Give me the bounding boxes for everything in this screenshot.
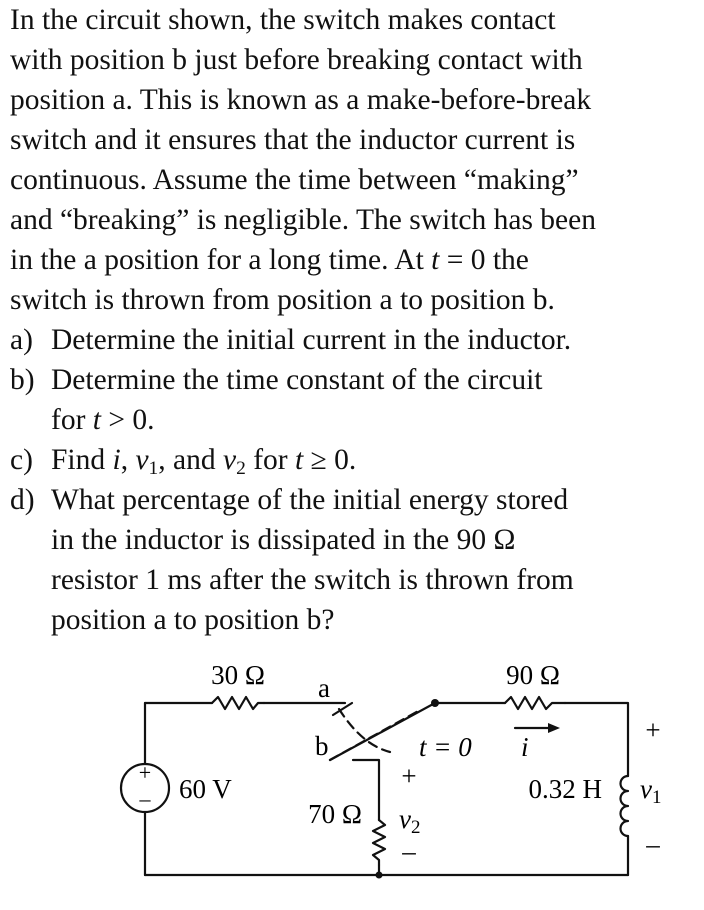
part-d-tag: d) bbox=[10, 484, 35, 516]
part-a-text: Determine the initial current in the inductor. bbox=[51, 324, 572, 356]
resistor-90-ohm bbox=[505, 697, 565, 709]
r3-label: 70 Ω bbox=[308, 799, 362, 829]
intro-line-3: position a. This is known as a make-before-break bbox=[10, 84, 592, 116]
source-minus: – bbox=[139, 786, 151, 811]
part-b-cont-pre: for bbox=[51, 404, 93, 436]
inductor-coil bbox=[621, 776, 629, 836]
voltage-variable: v bbox=[135, 444, 149, 476]
v2-label bbox=[399, 804, 420, 838]
r1-label: 30 Ω bbox=[211, 660, 265, 690]
part-c-pre: Find bbox=[51, 444, 113, 476]
part-b-tag: b) bbox=[10, 364, 35, 396]
switch-time-label: t = 0 bbox=[419, 732, 472, 762]
part-d-line-3: resistor 1 ms after the switch is thrown from bbox=[51, 564, 574, 596]
v2-subscript: 2 bbox=[410, 817, 421, 838]
part-c-sep: , bbox=[120, 444, 136, 476]
part-c-tag: c) bbox=[10, 444, 33, 476]
part-c-post: ≥ 0. bbox=[303, 444, 357, 476]
voltage-subscript: 1 bbox=[148, 457, 159, 479]
intro-line-7-end: = 0 the bbox=[439, 244, 529, 276]
intro-line-1: In the circuit shown, the switch makes contact bbox=[10, 4, 556, 36]
part-b-cont-post: > 0. bbox=[100, 404, 155, 436]
v1-symbol: v bbox=[640, 774, 652, 804]
source-plus: + bbox=[138, 760, 152, 785]
part-d-line-2: in the inductor is dissipated in the 90 Ω bbox=[51, 524, 516, 556]
voltage-variable: v bbox=[222, 444, 237, 476]
intro-line-6: and “breaking” is negligible. The switch has been bbox=[10, 204, 596, 236]
current-arrowhead bbox=[548, 723, 560, 733]
intro-line-4: switch and it ensures that the inductor current is bbox=[10, 124, 576, 156]
node-bottom bbox=[376, 872, 383, 879]
pos-a-label: a bbox=[318, 673, 330, 703]
v2-minus: – bbox=[402, 836, 416, 866]
v1-minus: – bbox=[646, 829, 660, 859]
part-d-line-4: position a to position b? bbox=[51, 604, 335, 636]
inductor-label: 0.32 H bbox=[528, 774, 602, 804]
part-d-line-1: What percentage of the initial energy stored bbox=[51, 484, 569, 516]
r2-label: 90 Ω bbox=[506, 660, 560, 690]
resistor-70-ohm bbox=[373, 820, 385, 865]
intro-line-8: switch is thrown from position a to position b. bbox=[10, 284, 555, 316]
v1-plus: + bbox=[645, 715, 661, 745]
time-variable: t bbox=[294, 444, 304, 476]
v1-label bbox=[640, 774, 661, 808]
voltage-subscript: 2 bbox=[236, 457, 246, 479]
time-variable: t bbox=[92, 404, 101, 436]
source-label: 60 V bbox=[179, 774, 232, 804]
wire-right-top bbox=[565, 703, 628, 776]
current-label: i bbox=[521, 732, 529, 762]
pos-b-label: b bbox=[315, 731, 329, 761]
v1-subscript: 1 bbox=[651, 787, 662, 808]
v2-symbol: v bbox=[399, 804, 411, 834]
switch-pivot bbox=[431, 699, 439, 707]
intro-line-5: continuous. Assume the time between “making” bbox=[10, 164, 579, 196]
part-c-sep: , and bbox=[158, 444, 223, 476]
current-variable: i bbox=[112, 444, 121, 476]
part-c-mid: for bbox=[245, 444, 295, 476]
time-variable: t bbox=[431, 244, 440, 276]
v2-plus: + bbox=[401, 761, 417, 791]
intro-line-7-text: in the a position for a long time. At bbox=[10, 244, 432, 276]
intro-line-2: with position b just before breaking contact with bbox=[10, 44, 583, 76]
resistor-30-ohm bbox=[212, 697, 264, 709]
part-a-tag: a) bbox=[10, 324, 33, 356]
part-b-text: Determine the time constant of the circuit bbox=[51, 364, 543, 396]
